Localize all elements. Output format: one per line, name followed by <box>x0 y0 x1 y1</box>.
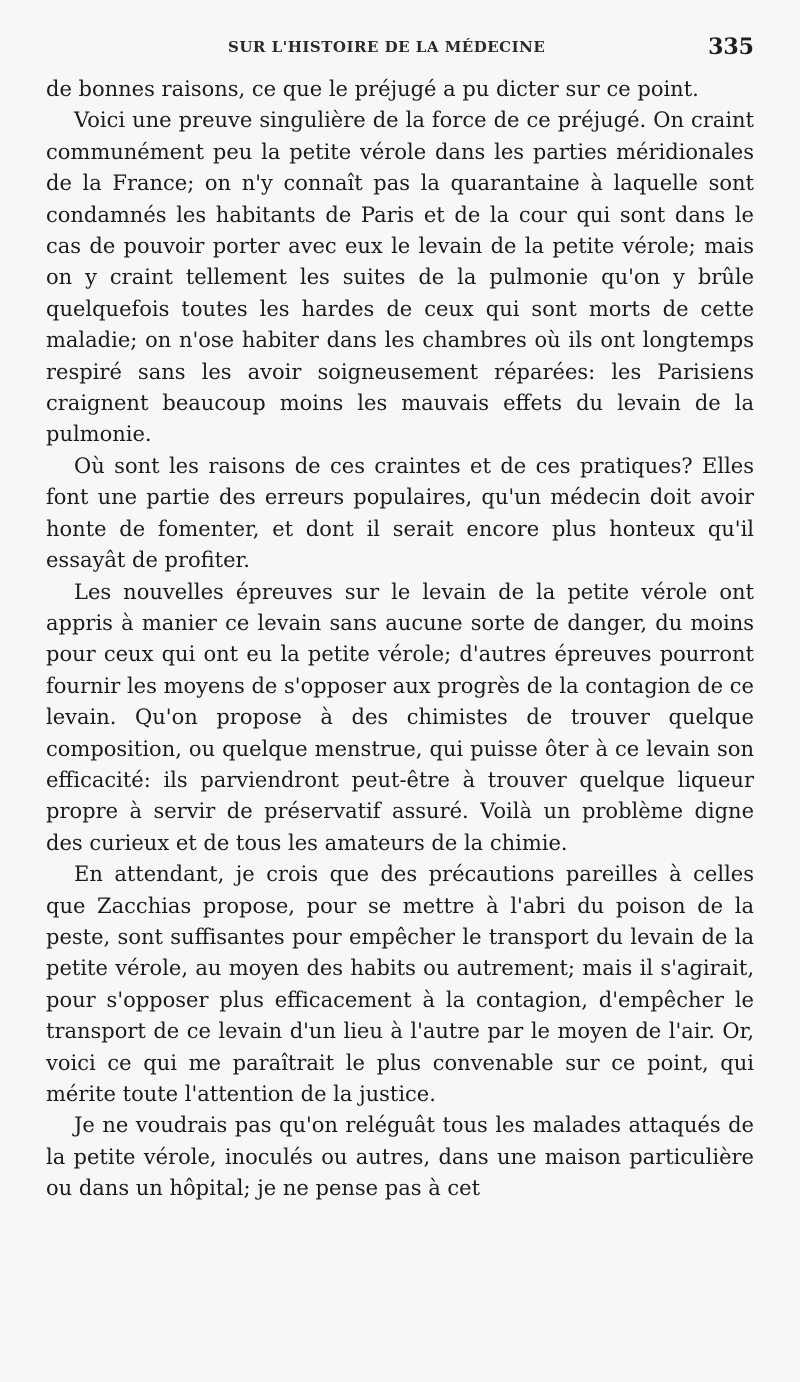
running-head <box>46 30 754 74</box>
running-title: SUR L'HISTOIRE DE LA MÉDECINE <box>228 38 546 56</box>
page-number: 335 <box>708 34 754 60</box>
paragraph: Je ne voudrais pas qu'on reléguât tous les malades attaqués de la petite vérole, inoculés ou autres, dans une maison particulière ou dans un hôpital; je ne pense pas à cet <box>46 1113 754 1201</box>
paragraph: En attendant, je crois que des précautions pareilles à celles que Zacchias propose, pour se mettre à l'abri du poison de la peste, sont suffisantes pour empêcher le transport du levain de la petite vérole, au moyen des habits ou autrement; mais il s'agirait, pour s'opposer plus efficacement à la contagion, d'empêcher le transport de ce levain d'un lieu à l'autre par le moyen de l'air. Or, voici ce qui me paraîtrait le plus convenable sur ce point, qui mérite toute l'attention de la justice. <box>46 862 754 1106</box>
body-text <box>46 74 754 1205</box>
paragraph: Voici une preuve singulière de la force de ce préjugé. On craint communément peu la petite vérole dans les parties méridionales de la France; on n'y connaît pas la quarantaine à laquelle sont condamnés les habitants de Paris et de la cour qui sont dans le cas de pouvoir porter avec eux le levain de la petite vérole; mais on y craint tellement les suites de la pulmonie qu'on y brûle quelquefois toutes les hardes de ceux qui sont morts de cette maladie; on n'ose habiter dans les chambres où ils ont longtemps respiré sans les avoir soigneusement réparées: les Parisiens craignent beaucoup moins les mauvais effets du levain de la pulmonie. <box>46 108 754 447</box>
paragraph: Où sont les raisons de ces craintes et de ces pratiques? Elles font une partie des erreurs populaires, qu'un médecin doit avoir honte de fomenter, et dont il serait encore plus honteux qu'il essayât de profiter. <box>46 453 754 573</box>
paragraph-continuation: de bonnes raisons, ce que le préjugé a pu dicter sur ce point. <box>46 77 699 101</box>
paragraph: Les nouvelles épreuves sur le levain de la petite vérole ont appris à manier ce levain sans aucune sorte de danger, du moins pour ceux qui ont eu la petite vérole; d'autres épreuves pourront fournir les moyens de s'opposer aux progrès de la contagion de ce levain. Qu'on propose à des chimistes de trouver quelque composition, ou quelque menstrue, qui puisse ôter à ce levain son efficacité: ils parviendront peut-être à trouver quelque liqueur propre à servir de préservatif assuré. Voilà un problème digne des curieux et de tous les amateurs de la chimie. <box>46 579 754 855</box>
